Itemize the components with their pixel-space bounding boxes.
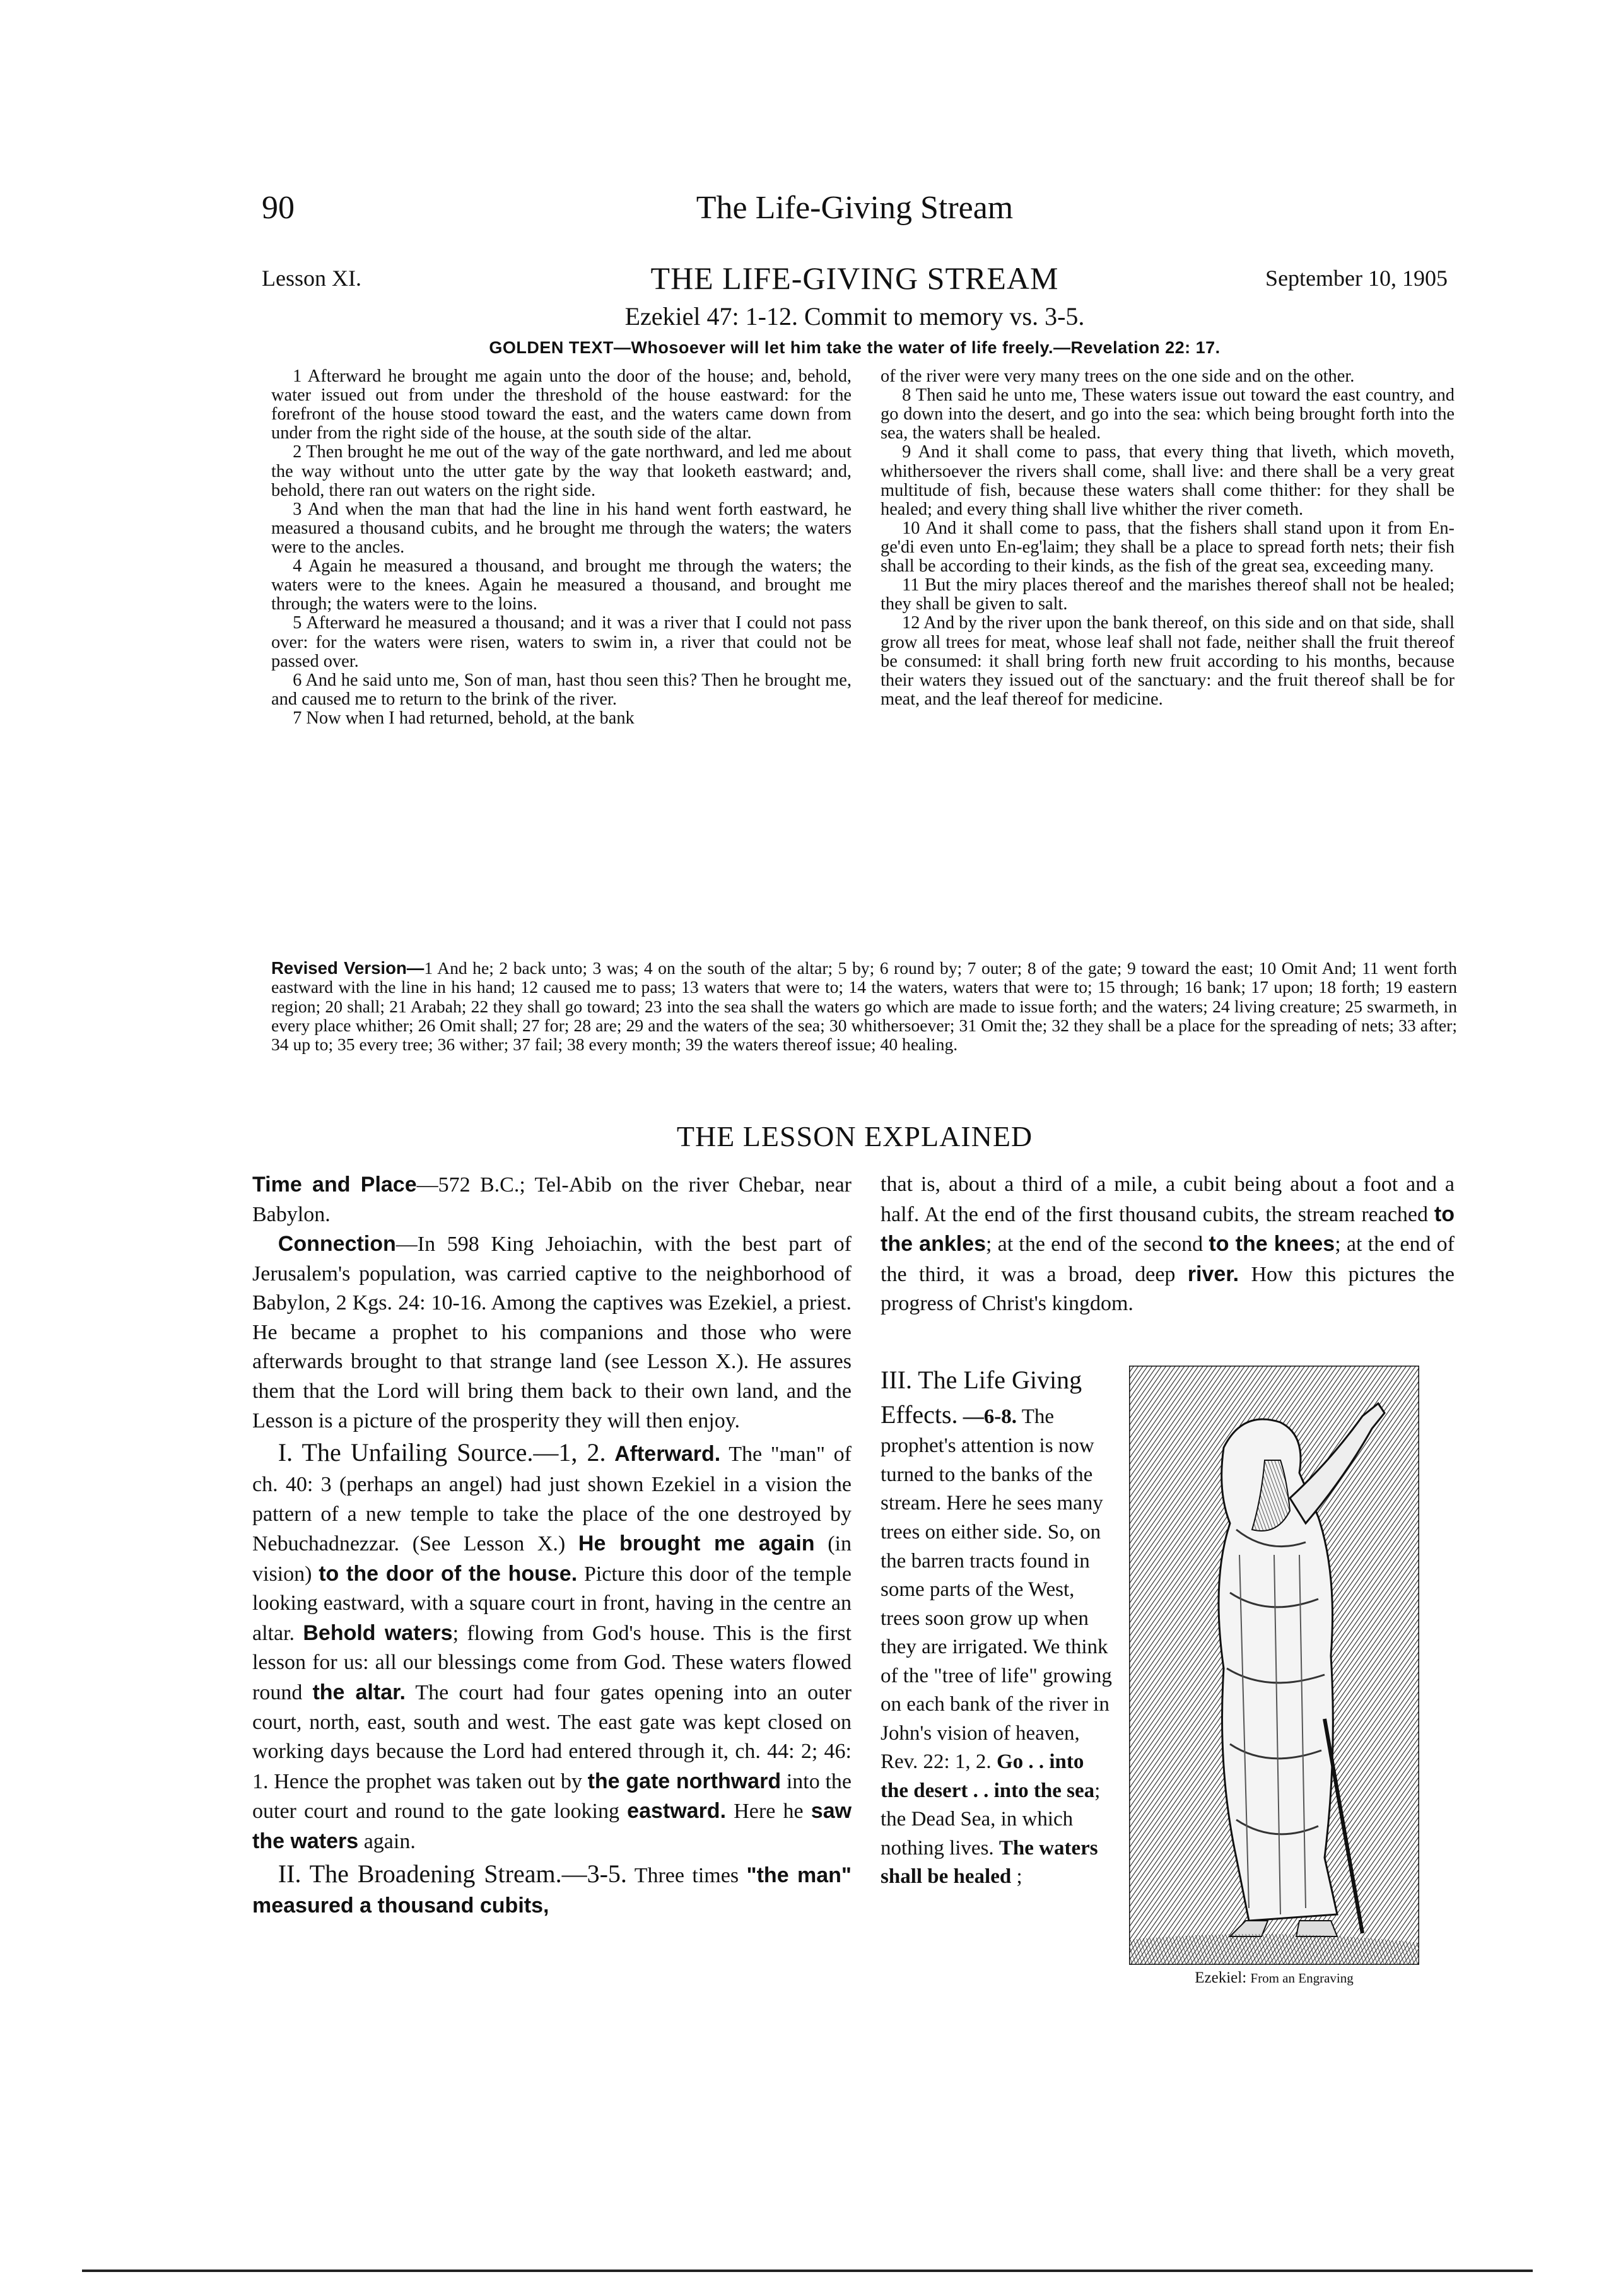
- lesson-header: [262, 260, 1448, 300]
- bold-phrase: Afterward.: [614, 1442, 721, 1467]
- time-and-place: [252, 1170, 852, 1229]
- page-number: 90: [262, 190, 295, 226]
- paragraph-text: (in vision): [252, 1532, 852, 1586]
- paragraph-text: The "man" of ch. 40: 3 (perhaps an angel) had just shown Ezekiel in a vision the pattern of a new temple to take the place of the one destroyed by Nebuchadnezzar. (See Lesson X.): [252, 1443, 852, 1556]
- connection-label: Connection: [278, 1232, 396, 1256]
- section-life-giving-effects: [881, 1362, 1114, 1892]
- lesson-title: THE LIFE-GIVING STREAM: [650, 261, 1059, 296]
- bold-phrase: Go . . into the desert . . into the sea: [881, 1750, 1095, 1802]
- bold-phrase: the gate northward: [587, 1769, 782, 1793]
- bold-phrase: to the knees: [1209, 1232, 1335, 1256]
- bold-phrase: The waters shall be healed: [881, 1836, 1098, 1889]
- paragraph-text: that is, about a third of a mile, a cubit being about a foot and a half. At the end of the first thousand cubits, the stream reached: [881, 1173, 1455, 1226]
- bold-phrase: Behold waters: [303, 1620, 453, 1645]
- time-place-text: —572 B.C.; Tel-Abib on the river Chebar, near Babylon.: [252, 1173, 852, 1226]
- connection-text: —In 598 King Jehoiachin, with the best part of Jerusalem's population, was carried captive to the neighborhood of Babylon, 2 Kgs. 24: 10-16. Among the captives was Ezekiel, a priest. He became a prophet to his companions and those who were afterwards brought to that strange land (see Lesson X.). He assures them that the Lord will bring them back to their own land, and the Lesson is a picture of the prosperity they will then enjoy.: [252, 1233, 852, 1432]
- broadening-continued: [881, 1170, 1455, 1319]
- bold-phrase: the altar.: [312, 1680, 406, 1705]
- bold-phrase: to the ankles: [881, 1202, 1455, 1256]
- paragraph-text: ;: [1016, 1865, 1022, 1889]
- bold-phrase: "the man" measured a thousand cubits,: [252, 1863, 852, 1918]
- verse: 11 But the miry places thereof and the marishes thereof shall not be healed; they shall be given to salt.: [881, 575, 1455, 614]
- verse: of the river were very many trees on the one side and on the other.: [881, 366, 1355, 386]
- explanation-column-left: [252, 1170, 852, 1921]
- paragraph-text: How this pictures the progress of Christ's kingdom.: [881, 1262, 1455, 1316]
- verse: 3 And when the man that had the line in his hand went forth eastward, he measured a thousand cubits, and he brought me through the waters; the waters were to the ancles.: [271, 499, 852, 557]
- verse: 10 And it shall come to pass, that the fishers shall stand upon it from En-ge'di even unto En-eg'laim; they shall be a place to spread forth nets; their fish shall be according to their kinds, as the fish of the great sea, exceeding many.: [881, 518, 1455, 577]
- running-title: The Life-Giving Stream: [696, 190, 1014, 226]
- verse: 4 Again he measured a thousand, and brought me through the waters; the waters were to the knees. Again he measured a thousand, and brought me through; the waters were to the loins.: [271, 556, 852, 614]
- bold-phrase: He brought me again: [578, 1532, 815, 1556]
- verse: 1 Afterward he brought me again unto the door of the house; and, behold, water issued out from under the threshold of the house eastward: for the forefront of the house stood toward the east, and the waters came down from under from the right side of the house, at the south side of the altar.: [271, 366, 852, 443]
- caption-source: From an Engraving: [1250, 1971, 1354, 1986]
- section-unfailing-source: [252, 1436, 852, 1856]
- scripture-column-left: [271, 367, 852, 728]
- paragraph-text: Here he: [734, 1800, 804, 1824]
- paragraph-text: Three times: [634, 1863, 739, 1887]
- section-reference: —6-8.: [963, 1405, 1017, 1429]
- connection: [252, 1229, 852, 1436]
- figure-caption: [1129, 1969, 1419, 1987]
- paragraph-text: into the outer court and round to the gate looking: [252, 1769, 852, 1824]
- revised-version-notes: [271, 959, 1457, 1055]
- bold-phrase: saw the waters: [252, 1799, 852, 1853]
- caption-name: Ezekiel:: [1195, 1969, 1247, 1986]
- section-heading: II. The Broadening Stream.—3-5.: [278, 1859, 627, 1888]
- running-head: [262, 189, 1448, 240]
- revised-version-label: Revised Version—: [271, 958, 424, 978]
- explanation-column-right: [881, 1170, 1455, 1319]
- verse: 9 And it shall come to pass, that every thing that liveth, which moveth, whithersoever the rivers shall come, shall live: and there shall be a very great multitude of fish, because these waters shall come thither: for they shall be healed; and every thing shall live whither the river cometh.: [881, 442, 1455, 519]
- paragraph-text: The court had four gates opening into an outer court, north, east, south and west. The east gate was kept closed on working days because the Lord had entered through it, ch. 44: 2; 46: 1. Hence the prophet was taken out by: [252, 1681, 852, 1793]
- section-broadening-stream: [252, 1857, 852, 1921]
- revised-version-text: 1 And he; 2 back unto; 3 was; 4 on the south of the altar; 5 by; 6 round by; 7 outer; 8 of the gate; 9 toward the east; 10 Omit And; 11 went forth eastward with the line in his hand; 12 caused me to pass; 13 waters that were to; 14 the waters, waters that were to; 15 through; 16 bank; 17 upon; 18 forth; 19 eastern region; 20 shall; 21 Arabah; 22 they shall go toward; 23 into the sea shall the waters go which are made to issue forth; and the waters; 24 living creature; 25 swarmeth, in every place whither; 26 Omit shall; 27 for; 28 are; 29 and the waters of the sea; 30 whithersoever; 31 Omit the; 32 they shall be a place for the spreading of nets; 33 after; 34 up to; 35 every tree; 36 wither; 37 fail; 38 every month; 39 the waters thereof issue; 40 healing.: [271, 958, 1457, 1055]
- verse: 2 Then brought he me out of the way of the gate northward, and led me about the way without unto the utter gate by the way that looketh eastward; and, behold, there ran out waters on the right side.: [271, 442, 852, 500]
- bold-phrase: river.: [1187, 1262, 1239, 1286]
- paragraph-text: ; the Dead Sea, in which nothing lives.: [881, 1779, 1101, 1860]
- verse: 5 Afterward he measured a thousand; and it was a river that I could not pass over: for the waters were risen, waters to swim in, a river that could not be passed over.: [271, 613, 852, 671]
- scripture-reference: Ezekiel 47: 1-12. Commit to memory vs. 3-5.: [624, 302, 1085, 331]
- verse: 12 And by the river upon the bank thereof, on this side and on that side, shall grow all trees for meat, whose leaf shall not fade, neither shall the fruit thereof be consumed: it shall bring forth new fruit according to his months, because their waters they issued out of the sanctuary: and the fruit thereof shall be for meat, and the leaf thereof for medicine.: [881, 613, 1455, 709]
- scripture-column-right: [881, 367, 1455, 709]
- lesson-explained-heading: THE LESSON EXPLAINED: [676, 1120, 1033, 1152]
- golden-text: GOLDEN TEXT—Whosoever will let him take the water of life freely.—Revelation 22: 17.: [489, 338, 1221, 357]
- verse: 7 Now when I had returned, behold, at the bank: [293, 708, 635, 728]
- section-heading: I. The Unfailing Source.—1, 2.: [278, 1438, 606, 1467]
- paragraph-text: ; at the end of the third, it was a broad, deep: [881, 1233, 1455, 1286]
- paragraph-text: Picture this door of the temple looking eastward, with a square court in front, having in the centre an altar.: [252, 1562, 852, 1645]
- engraving-figure-icon: [1129, 1366, 1419, 1965]
- paragraph-text: ; at the end of the second: [986, 1233, 1203, 1256]
- bold-phrase: to the door of the house.: [319, 1561, 578, 1586]
- paragraph-text: The prophet's attention is now turned to the banks of the stream. Here he sees many trees on either side. So, on the barren tracts found in some parts of the West, trees soon grow up when they are irrigated. We think of the "tree of life" growing on each bank of the river in John's vision of heaven, Rev. 22: 1, 2.: [881, 1405, 1112, 1774]
- lesson-number: Lesson XI.: [262, 266, 361, 291]
- verse: 6 And he said unto me, Son of man, hast thou seen this? Then he brought me, and caused me to return to the brink of the river.: [271, 670, 852, 709]
- verse: 8 Then said he unto me, These waters issue out toward the east country, and go down into the desert, and go into the sea: which being brought forth into the sea, the waters shall be healed.: [881, 385, 1455, 443]
- paragraph-text: again.: [363, 1829, 416, 1853]
- lesson-date: September 10, 1905: [1265, 266, 1448, 291]
- paragraph-text: ; flowing from God's house. This is the first lesson for us: all our blessings come from God. These waters flowed round: [252, 1621, 852, 1705]
- time-place-label: Time and Place: [252, 1173, 417, 1197]
- bold-phrase: eastward.: [627, 1799, 727, 1824]
- footer-rule: [82, 2270, 1533, 2272]
- section-heading: III. The Life Giving Effects.: [881, 1366, 1082, 1429]
